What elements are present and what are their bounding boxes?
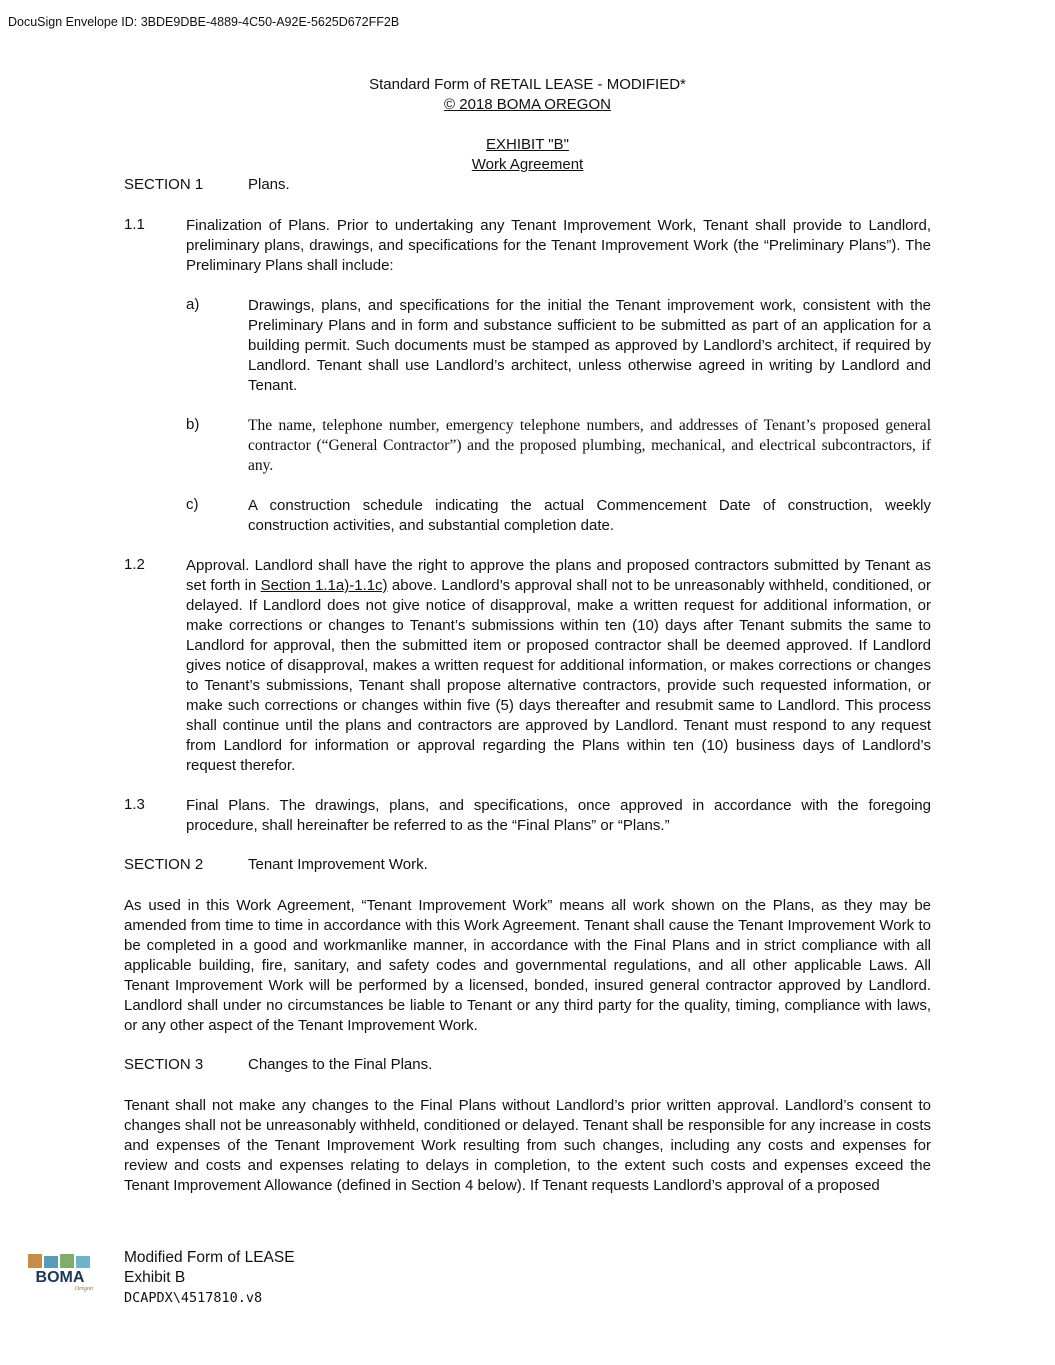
section-reference-link[interactable]: Section 1.1a)-1.1c): [260, 577, 388, 594]
page-footer: [124, 1248, 295, 1308]
section-title: Changes to the Final Plans.: [248, 1056, 433, 1073]
paragraph-1-3: [186, 796, 931, 836]
paragraph-number: 1.1: [124, 216, 145, 233]
paragraph-text: Final Plans. The drawings, plans, and specifications, once approved in accordance with the foregoing procedure, shall hereinafter be referred to as the “Final Plans” or “Plans.”: [186, 797, 931, 834]
docusign-envelope-id: DocuSign Envelope ID: 3BDE9DBE-4889-4C50-A92E-5625D672FF2B: [8, 15, 400, 29]
item-a-text: Drawings, plans, and specifications for the initial the Tenant improvement work, consistent with the Preliminary Plans and in form and substance sufficient to be submitted as part of an application for a building permit. Such documents must be stamped as approved by Landlord’s architect, if required by Landlord. Tenant shall use Landlord’s architect, unless otherwise agreed in writing by Landlord and Tenant.: [248, 297, 931, 394]
footer-document-id: DCAPDX\4517810.v8: [124, 1290, 263, 1306]
item-label-a: a): [186, 296, 200, 313]
footer-form-name: Modified Form of LEASE: [124, 1249, 295, 1266]
item-label-b: b): [186, 416, 200, 433]
paragraph-1-2: [186, 556, 931, 776]
paragraph-text: [186, 556, 931, 776]
exhibit-subtitle: [0, 156, 1055, 173]
footer-exhibit: Exhibit B: [124, 1269, 186, 1286]
item-c: [248, 496, 931, 536]
section-1-heading: [124, 176, 290, 193]
approval-text-rest: above. Landlord’s approval shall not to be unreasonably withheld, conditioned, or delayed. If Landlord does not give notice of disapproval, make a written request for additional information, or make corrections or changes to Tenant’s submissions within ten (10) days after Tenant submits the same to Landlord for approval, then the submitted item or proposed contractor shall be deemed approved. If Landlord gives notice of disapproval, makes a written request for additional information, or makes corrections or changes to Tenant’s submissions, Tenant shall propose alternative contractors, provide such requested information, or make such corrections or changes within five (5) days thereafter and resubmit same to Landlord. This process shall continue until the plans and contractors are approved by Landlord. Tenant must respond to any request from Landlord for information or approval regarding the Plans within ten (10) business days of Landlord’s request therefor.: [186, 577, 932, 774]
section-2-text: As used in this Work Agreement, “Tenant Improvement Work” means all work shown on the Plans, as they may be amended from time to time in accordance with this Work Agreement. Tenant shall cause the Tenant Improvement Work to be completed in a good and workmanlike manner, in accordance with the Final Plans and in strict compliance with all applicable building, fire, sanitary, and safety codes and governmental regulations, and all other applicable Laws. All Tenant Improvement Work will be performed by a licensed, bonded, insured general contractor approved by Landlord. Landlord shall under no circumstances be liable to Tenant or any third party for the quality, timing, compliance with laws, or any other aspect of the Tenant Improvement Work.: [124, 897, 931, 1034]
item-c-text: A construction schedule indicating the actual Commencement Date of construction, weekly construction activities, and substantial completion date.: [248, 497, 931, 534]
section-number: SECTION 2: [124, 856, 204, 873]
logo-subtext: Oregon: [74, 1286, 94, 1292]
section-3-heading: [124, 1056, 432, 1073]
paragraph-number: 1.3: [124, 796, 145, 813]
section-title: Tenant Improvement Work.: [248, 856, 428, 873]
logo-tile: [28, 1254, 42, 1268]
form-title: Standard Form of RETAIL LEASE - MODIFIED*: [369, 76, 686, 93]
section-3-body: [124, 1096, 931, 1196]
item-a: [248, 296, 931, 396]
copyright-line: [0, 96, 1055, 113]
item-b: [248, 416, 931, 476]
section-title: Plans.: [248, 176, 290, 193]
exhibit-heading: [0, 136, 1055, 153]
logo-tile: [44, 1256, 58, 1268]
section-number: SECTION 1: [124, 176, 204, 193]
logo-text: BOMA: [35, 1269, 85, 1286]
copyright-text: © 2018 BOMA OREGON: [444, 96, 611, 113]
paragraph-text: Finalization of Plans. Prior to undertaking any Tenant Improvement Work, Tenant shall provide to Landlord, preliminary plans, drawings, and specifications for the Tenant Improvement Work (the “Preliminary Plans”). The Preliminary Plans shall include:: [186, 217, 931, 274]
section-number: SECTION 3: [124, 1056, 204, 1073]
work-agreement-title: Work Agreement: [471, 156, 584, 173]
exhibit-label: EXHIBIT "B": [486, 136, 569, 153]
logo-tile: [60, 1254, 74, 1268]
paragraph-1-1: [186, 216, 931, 276]
boma-logo: [24, 1252, 100, 1292]
section-3-text: Tenant shall not make any changes to the Final Plans without Landlord’s prior written approval. Landlord’s consent to changes shall not be unreasonably withheld, conditioned or delayed. Tenant shall be responsible for any increase in costs and expenses of the Tenant Improvement Work resulting from such changes, including any costs and expenses for review and costs and expenses relating to delays in completion, to the extent such costs and expenses exceed the Tenant Improvement Allowance (defined in Section 4 below). If Tenant requests Landlord’s approval of a proposed: [124, 1097, 931, 1194]
approval-text-start: Approval. Landlord shall have the right to approve the plans and proposed contractors submitted by Tenant as set forth in: [186, 557, 931, 594]
paragraph-number: 1.2: [124, 556, 145, 573]
item-b-text: The name, telephone number, emergency telephone numbers, and addresses of Tenant’s proposed general contractor (“General Contractor”) and the proposed plumbing, mechanical, and electrical subcontractors, if any.: [248, 417, 931, 474]
section-2-body: [124, 896, 931, 1036]
item-label-c: c): [186, 496, 199, 513]
logo-tile: [76, 1256, 90, 1268]
section-2-heading: [124, 856, 428, 873]
